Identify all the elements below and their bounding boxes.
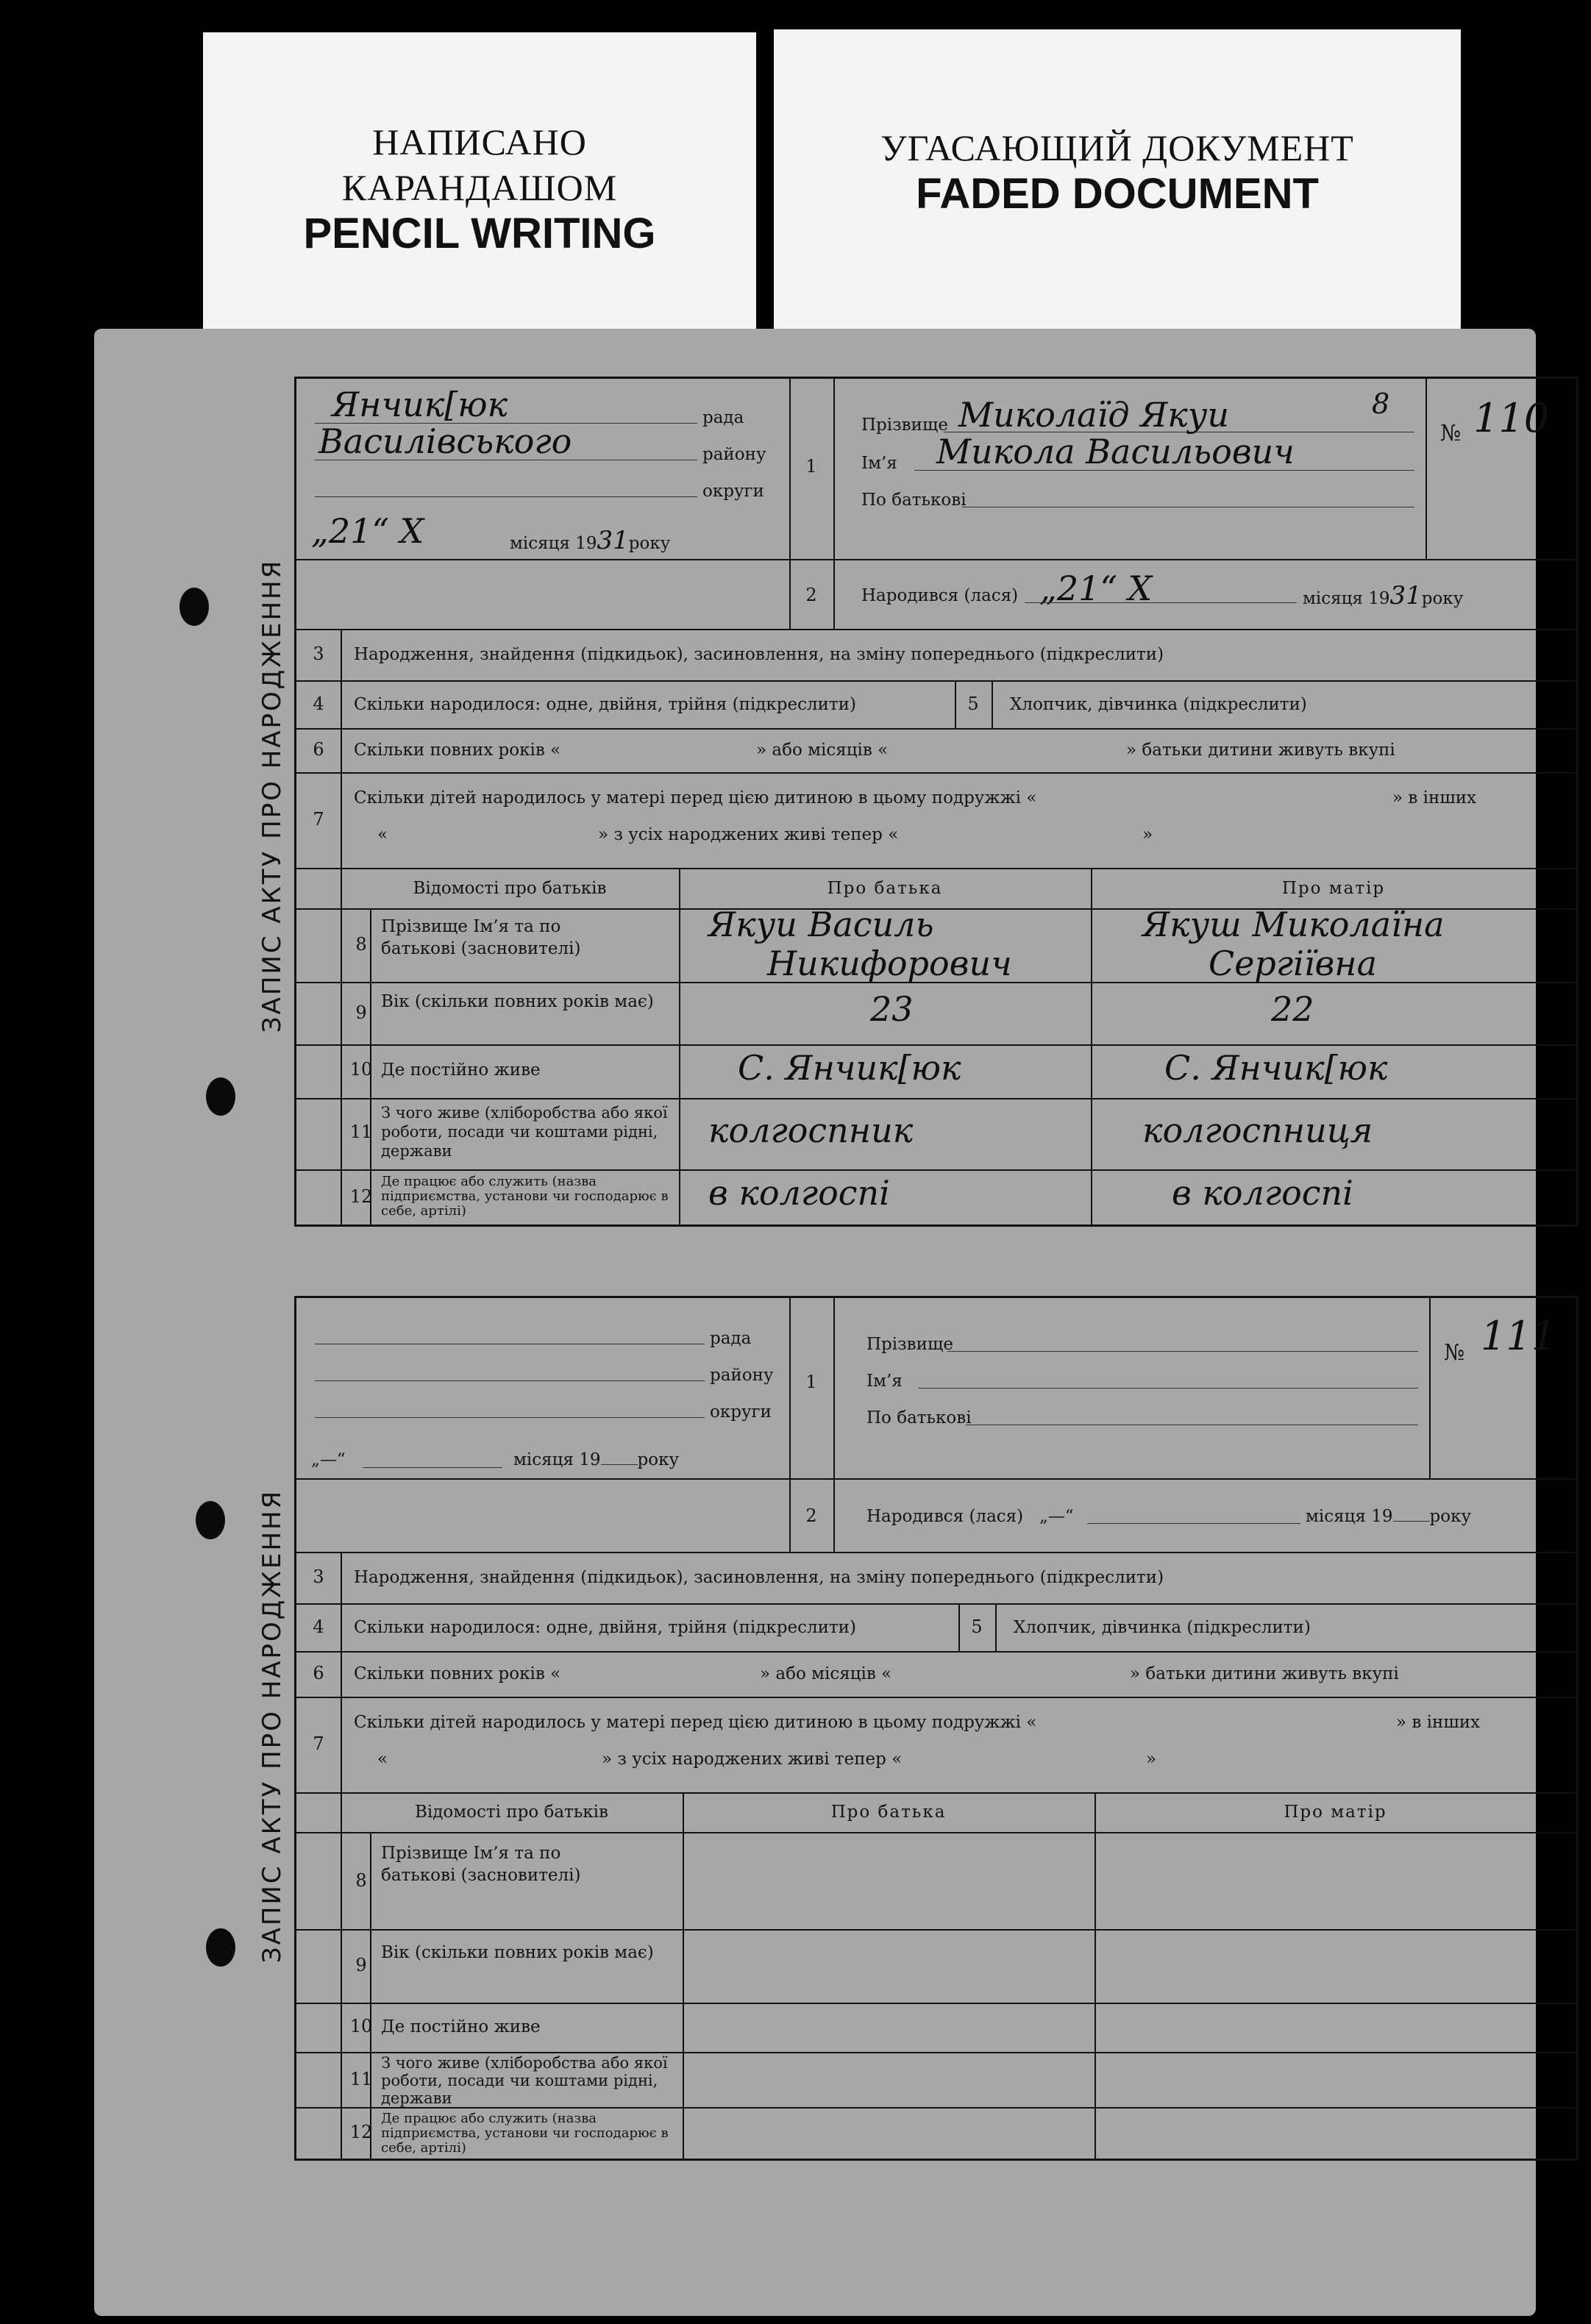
record1-row-10-label: Де постійно живе	[381, 1061, 541, 1080]
record2-birth-roku: року	[1429, 1507, 1471, 1526]
record1-row-6-b: » або місяців «	[756, 741, 889, 760]
record2-row-10-label: Де постійно живе	[381, 2017, 541, 2036]
record1-row-5-text: Хлопчик, дівчинка (підкреслити)	[1010, 695, 1307, 714]
punch-hole	[206, 1077, 235, 1116]
record1-row-4-text: Скільки народилося: одне, двійня, трійня (підкреслити)	[354, 695, 856, 714]
record1-row-12-label: Де працює або служить (назва підприємства, установи чи господарює в себе, артілі)	[381, 1174, 669, 1219]
faded-label-en: FADED DOCUMENT	[916, 170, 1319, 218]
record2-okrugy-label: округи	[710, 1402, 772, 1422]
record1-month-year-text: місяця 19	[510, 534, 597, 553]
record1-mother-name-2: Сергіївна	[1209, 944, 1378, 983]
record1-row-5-number: 5	[967, 694, 979, 714]
record1-month-year-label	[510, 526, 671, 555]
record1-mother-occupation: колгоспниця	[1142, 1111, 1373, 1150]
record1-row-6-c: » батьки дитини живуть вкупі	[1126, 741, 1395, 760]
record2-row-7-number: 7	[313, 1733, 324, 1754]
record2-roku-label: року	[637, 1450, 679, 1469]
record1-form	[294, 377, 1578, 1227]
record1-row-3-number: 3	[313, 644, 324, 664]
record1-row-7-a: Скільки дітей народилось у матері перед цією дитиною в цьому подружжі «	[354, 788, 1037, 808]
record1-row-3-text: Народження, знайдення (підкидьок), засиновлення, на зміну попереднього (підкреслити)	[354, 645, 1164, 664]
record1-mother-name-1: Якуш Миколаїна	[1142, 905, 1445, 944]
record2-row-9-label: Вік (скільки повних років має)	[381, 1943, 654, 1962]
record1-mother-residence: С. Янчик[юк	[1164, 1048, 1388, 1088]
punch-hole	[179, 588, 209, 626]
record1-row-2-number: 2	[805, 585, 817, 605]
pencil-label-ru-2: КАРАНДАШОМ	[341, 167, 618, 208]
record2-row-10-number: 10	[349, 2016, 373, 2036]
record1-mother-work: в колгоспі	[1172, 1173, 1353, 1213]
record2-row-5-text: Хлопчик, дівчинка (підкреслити)	[1014, 1618, 1311, 1637]
record1-row-11-label: З чого живе (хліборобства або якої роботи, посади чи коштами рідні, держави	[381, 1104, 668, 1160]
record1-name-label: Ім’я	[861, 454, 897, 473]
record2-parents-header: Відомості про батьків	[415, 1803, 608, 1822]
record1-surname-note: 8	[1372, 388, 1390, 420]
record2-rada-label: рада	[710, 1329, 752, 1348]
punch-hole	[196, 1501, 225, 1539]
record1-roku-label: року	[628, 534, 671, 553]
record1-surname-value: Миколаїд Якуи	[958, 395, 1230, 435]
record2-row-1-number: 1	[805, 1372, 817, 1392]
record2-father-header: Про батька	[830, 1803, 947, 1822]
record2-patronymic-label: По батькові	[866, 1408, 972, 1427]
record2-month-year-label	[513, 1449, 679, 1471]
record1-row-7-e: »	[1142, 825, 1153, 844]
record1-name-value: Микола Васильович	[936, 432, 1295, 471]
record1-row-6-a: Скільки повних років «	[354, 741, 561, 760]
faded-label-ru: УГАСАЮЩИЙ ДОКУМЕНТ	[880, 127, 1354, 168]
record1-raionu-value: Василівського	[318, 421, 572, 461]
record1-row-9-number: 9	[355, 1002, 367, 1023]
record2-row-4-number: 4	[313, 1617, 324, 1637]
record1-okrugy-label: округи	[702, 482, 764, 501]
record1-row-7-number: 7	[313, 809, 324, 830]
record2-birth-date: „—“	[1039, 1507, 1074, 1526]
record2-form	[294, 1296, 1578, 2161]
record2-row-12-label: Де працює або служить (назва підприємства, установи чи господарює в себе, артілі)	[381, 2111, 669, 2156]
record2-sidebar	[250, 1300, 294, 2153]
record1-row-9-label: Вік (скільки повних років має)	[381, 992, 654, 1011]
record1-birth-roku: року	[1421, 589, 1464, 608]
record1-row-1-number: 1	[805, 456, 817, 477]
record2-row-8-label: Прізвище Ім’я та по батькові (засновителі)	[381, 1844, 581, 1885]
record2-surname-label: Прізвище	[866, 1335, 953, 1354]
record1-row-8-label: Прізвище Ім’я та по батькові (засновителі)	[381, 917, 581, 958]
record2-row-11-label: З чого живе (хліборобства або якої роботи, посади чи коштами рідні, держави	[381, 2054, 668, 2107]
record1-rada-value: Янчик[юк	[332, 385, 508, 424]
record2-birth-month-text: місяця 19	[1306, 1507, 1393, 1526]
record1-father-name-2: Никифорович	[767, 944, 1012, 983]
record1-year-reg: 31	[597, 526, 629, 555]
record2-row-3-text: Народження, знайдення (підкидьок), засиновлення, на зміну попереднього (підкреслити)	[354, 1568, 1164, 1587]
record2-row-7-c: «	[377, 1750, 388, 1769]
record1-birth-month-text: місяця 19	[1303, 589, 1390, 608]
record2-number-label: №	[1444, 1340, 1465, 1366]
record2-row-4-text: Скільки народилося: одне, двійня, трійня (підкреслити)	[354, 1618, 856, 1637]
record1-birth-date: „21“ X	[1039, 568, 1153, 608]
record1-row-7-b: » в інших	[1392, 788, 1477, 808]
record2-row-3-number: 3	[313, 1566, 324, 1587]
record1-father-occupation: колгоспник	[708, 1111, 914, 1150]
record2-row-7-b: » в інших	[1396, 1713, 1481, 1732]
record1-row-6-number: 6	[313, 739, 324, 760]
record2-row-12-number: 12	[349, 2122, 373, 2142]
record1-father-work: в колгоспі	[708, 1173, 890, 1213]
record1-raionu-label: району	[702, 445, 766, 464]
record1-born-label: Народився (лася)	[861, 586, 1019, 605]
record2-row-11-number: 11	[349, 2069, 373, 2089]
record-page	[94, 329, 1557, 2316]
record2-row-6-a: Скільки повних років «	[354, 1664, 561, 1683]
record1-surname-label: Прізвище	[861, 416, 948, 435]
record1-birth-month-year	[1303, 581, 1464, 610]
record2-row-8-number: 8	[355, 1870, 367, 1891]
record2-row-6-number: 6	[313, 1663, 324, 1683]
punch-hole	[206, 1928, 235, 1967]
record1-patronymic-label: По батькові	[861, 491, 967, 510]
record2-row-6-b: » або місяців «	[760, 1664, 892, 1683]
record1-sidebar-title: ЗАПИС АКТУ ПРО НАРОДЖЕННЯ	[257, 558, 288, 1033]
record1-row-7-d: » з усіх народжених живі тепер «	[598, 825, 899, 844]
pencil-writing-label	[203, 32, 756, 329]
record2-reg-date: „—“	[311, 1450, 346, 1469]
record2-row-2-number: 2	[805, 1505, 817, 1526]
pencil-label-en: PENCIL WRITING	[303, 210, 656, 257]
pencil-label-ru-1: НАПИСАНО	[372, 121, 587, 163]
record1-reg-date: „21“ X	[311, 511, 424, 551]
record1-row-7-c: «	[377, 825, 388, 844]
record2-sidebar-title: ЗАПИС АКТУ ПРО НАРОДЖЕННЯ	[257, 1489, 288, 1964]
record2-name-label: Ім’я	[866, 1372, 903, 1391]
record1-parents-header: Відомості про батьків	[413, 879, 607, 898]
record1-row-8-number: 8	[355, 934, 367, 955]
record2-row-7-a: Скільки дітей народилось у матері перед цією дитиною в цьому подружжі «	[354, 1713, 1037, 1732]
record1-mother-header: Про матір	[1281, 879, 1386, 898]
record1-row-4-number: 4	[313, 694, 324, 714]
record2-row-9-number: 9	[355, 1955, 367, 1975]
record1-mother-age: 22	[1271, 989, 1314, 1029]
record2-mother-header: Про матір	[1284, 1803, 1387, 1822]
record1-father-age: 23	[870, 989, 914, 1029]
record1-number-label: №	[1440, 421, 1462, 446]
record1-row-11-number: 11	[349, 1122, 373, 1142]
record2-number-value: 111	[1481, 1313, 1557, 1359]
record1-father-residence: С. Янчик[юк	[738, 1048, 961, 1088]
record2-birth-month-year	[1306, 1505, 1471, 1528]
record1-rada-label: рада	[702, 408, 744, 427]
record2-row-5-number: 5	[971, 1617, 983, 1637]
record1-sidebar	[250, 373, 294, 1219]
record1-row-10-number: 10	[349, 1059, 373, 1080]
record2-row-7-e: »	[1146, 1750, 1157, 1769]
faded-document-label	[774, 29, 1461, 329]
record2-raionu-label: району	[710, 1366, 774, 1385]
record2-row-7-d: » з усіх народжених живі тепер «	[602, 1750, 903, 1769]
record2-month-year-text: місяця 19	[513, 1450, 601, 1469]
record1-number-value: 110	[1473, 395, 1550, 441]
record2-row-6-c: » батьки дитини живуть вкупі	[1130, 1664, 1399, 1683]
record1-birth-year: 31	[1389, 581, 1422, 610]
record1-father-name-1: Якуи Василь	[708, 905, 934, 944]
record1-row-12-number: 12	[349, 1186, 373, 1207]
record2-born-label: Народився (лася)	[866, 1507, 1024, 1526]
record1-father-header: Про батька	[827, 879, 943, 898]
